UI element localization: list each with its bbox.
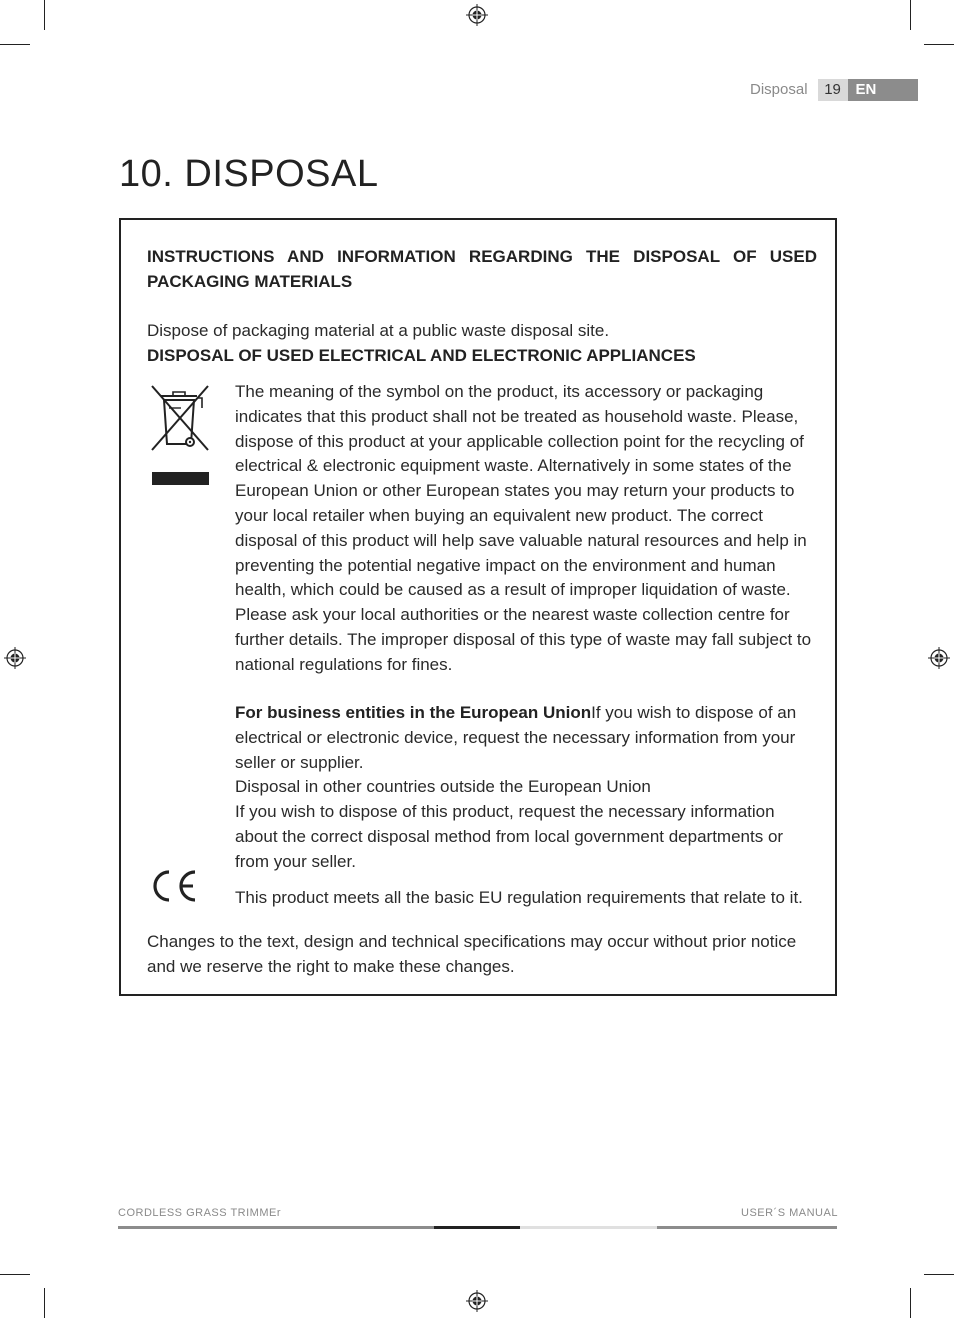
crop-mark: [910, 1288, 911, 1318]
running-header: [750, 79, 918, 101]
business-paragraph: [235, 701, 819, 775]
footer-product-name: CORDLESS GRASS TRIMMEr: [118, 1207, 281, 1219]
crop-mark: [0, 44, 30, 45]
page-number: 19: [818, 79, 848, 101]
crop-mark: [44, 1288, 45, 1318]
crop-mark: [0, 1274, 30, 1275]
footer-manual-label: USER´S MANUAL: [741, 1207, 838, 1219]
registration-mark-icon: [466, 4, 488, 26]
outside-eu-text: If you wish to dispose of this product, request the necessary information about the correct disposal method from local government departments or from your seller.: [235, 802, 784, 871]
registration-mark-icon: [466, 1290, 488, 1312]
outside-eu-heading: Disposal in other countries outside the European Union: [235, 777, 651, 796]
crop-mark: [924, 1274, 954, 1275]
crop-mark: [44, 0, 45, 30]
packaging-text: Dispose of packaging material at a public waste disposal site.: [147, 321, 610, 340]
header-section-label: Disposal: [750, 81, 808, 98]
crossed-out-wheelie-bin-icon: [147, 384, 213, 486]
page-title: 10. DISPOSAL: [119, 153, 379, 195]
packaging-heading: INSTRUCTIONS AND INFORMATION REGARDING THE DISPOSAL OF USED PACKAGING MATERIALS: [147, 247, 817, 291]
crop-mark: [910, 0, 911, 30]
ce-mark-icon: [147, 868, 199, 904]
business-text: If you wish to dispose of an electrical or electronic device, request the necessary information from your seller or supplier.: [235, 703, 797, 772]
crop-mark: [924, 44, 954, 45]
registration-mark-icon: [4, 647, 26, 669]
weee-text: The meaning of the symbol on the product, its accessory or packaging indicates that this product shall not be treated as household waste. Please, dispose of this product at your applicable collection point for the recycling of electrical & electronic equipment waste. Alternatively in some states of the European Union or other European states you may return your products to your local retailer when buying an equivalent new product. The correct disposal of this product will help save valuable natural resources and help in preventing the potential negative impact on the environment and human health, which could be caused as a result of improper liquidation of waste. Please ask your local authorities or the nearest waste collection centre for further details. The improper disposal of this type of waste may fall subject to national regulations for fines.: [235, 382, 812, 674]
ce-text: This product meets all the basic EU regulation requirements that relate to it.: [235, 888, 803, 907]
footer-rule: [434, 1226, 520, 1229]
language-badge: EN: [848, 79, 918, 101]
weee-heading: DISPOSAL OF USED ELECTRICAL AND ELECTRONIC APPLIANCES: [147, 346, 696, 365]
registration-mark-icon: [928, 647, 950, 669]
changes-text: Changes to the text, design and technical specifications may occur without prior notice and we reserve the right to make these changes.: [147, 932, 797, 976]
footer-rule: [520, 1226, 657, 1229]
footer-rule: [118, 1226, 434, 1229]
business-bold-lead: For business entities in the European Union: [235, 703, 592, 722]
disposal-info-box: [119, 218, 837, 996]
footer-rule: [657, 1226, 837, 1229]
